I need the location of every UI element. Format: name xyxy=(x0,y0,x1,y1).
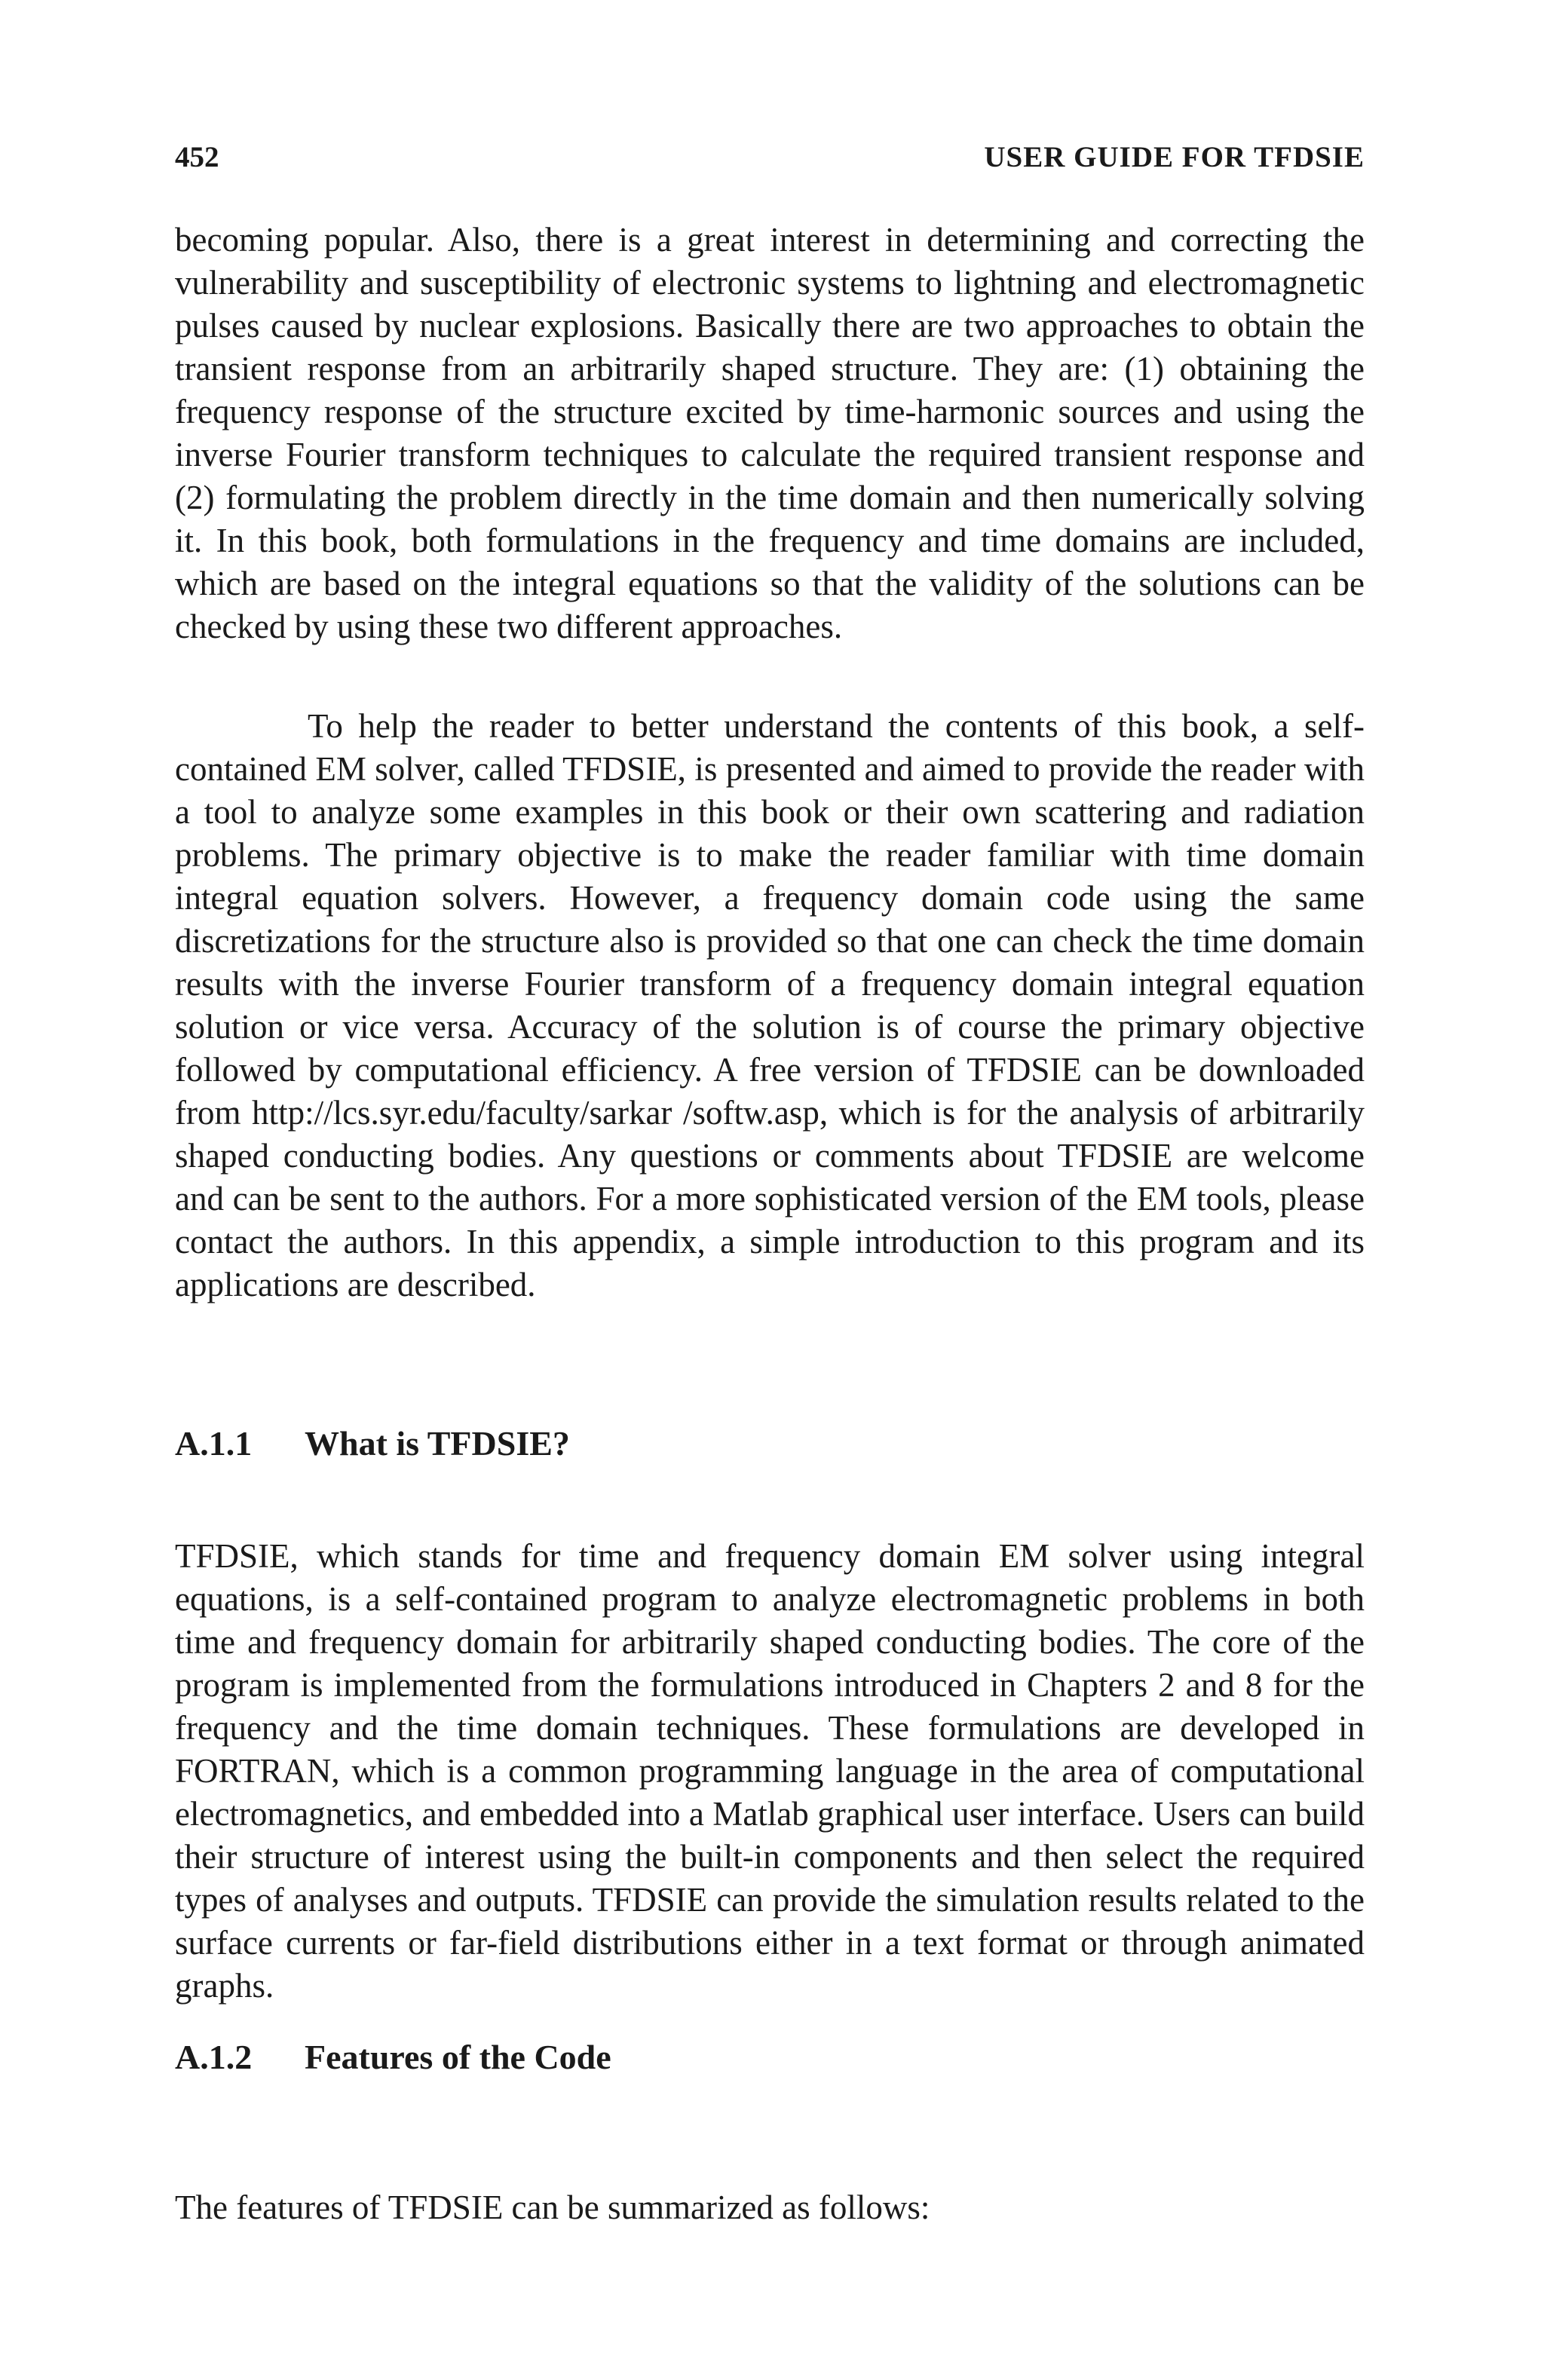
section-number: A.1.1 xyxy=(175,1424,253,1463)
section-heading-features xyxy=(175,2037,611,2077)
page-header xyxy=(175,140,1365,185)
paragraph-features-intro: The features of TFDSIE can be summarized as follows: xyxy=(175,2189,930,2226)
section-heading-what-is-tfdsie xyxy=(175,1423,570,1463)
section-number: A.1.2 xyxy=(175,2038,253,2076)
paragraph-intro-continued: becoming popular. Also, there is a great interest in determining and correcting the vulnerability and susceptibility of electronic systems to lightning and electromagnetic pulses caused by nuclear explosions. Basically there are two approaches to obtain the transient response from an arbitrarily shaped structure. They are: (1) obtaining the frequency response of the structure excited by time-harmonic sources and using the inverse Fourier transform techniques to calculate the required transient response and (2) formulating the problem directly in the time domain and then numerically solving it. In this book, both formulations in the frequency and time domains are included, which are based on the integral equations so that the validity of the solutions can be checked by using these two different approaches. xyxy=(175,221,1365,645)
running-title: USER GUIDE FOR TFDSIE xyxy=(984,141,1365,173)
page-number: 452 xyxy=(175,141,219,173)
paragraph-tfdsie-overview: To help the reader to better understand the contents of this book, a self-contained EM solver, called TFDSIE, is presented and aimed to provide the reader with a tool to analyze some examples in this book or their own scattering and radiation problems. The primary objective is to make the reader familiar with time domain integral equation solvers. However, a frequency domain code using the same discretizations for the structure also is provided so that one can check the time domain results with the inverse Fourier transform of a frequency domain integral equation solution or vice versa. Accuracy of the solution is of course the primary objective followed by computational efficiency. A free version of TFDSIE can be downloaded from http://lcs.syr.edu/faculty/sarkar /softw.asp, which is for the analysis of arbitrarily shaped conducting bodies. Any questions or comments about TFDSIE are welcome and can be sent to the authors. For a more sophisticated version of the EM tools, please contact the authors. In this appendix, a simple introduction to this program and its applications are described. xyxy=(175,707,1365,1303)
section-title: What is TFDSIE? xyxy=(305,1424,570,1463)
section-title: Features of the Code xyxy=(305,2038,611,2076)
paragraph-what-is-tfdsie: TFDSIE, which stands for time and frequency domain EM solver using integral equations, is a self-contained program to analyze electromagnetic problems in both time and frequency domain for arbitrarily shaped conducting bodies. The core of the program is implemented from the formulations introduced in Chapters 2 and 8 for the frequency and the time domain techniques. These formulations are developed in FORTRAN, which is a common programming language in the area of computational electromagnetics, and embedded into a Matlab graphical user interface. Users can build their structure of interest using the built-in components and then select the required types of analyses and outputs. TFDSIE can provide the simulation results related to the surface currents or far-field distributions either in a text format or through animated graphs. xyxy=(175,1537,1365,2005)
